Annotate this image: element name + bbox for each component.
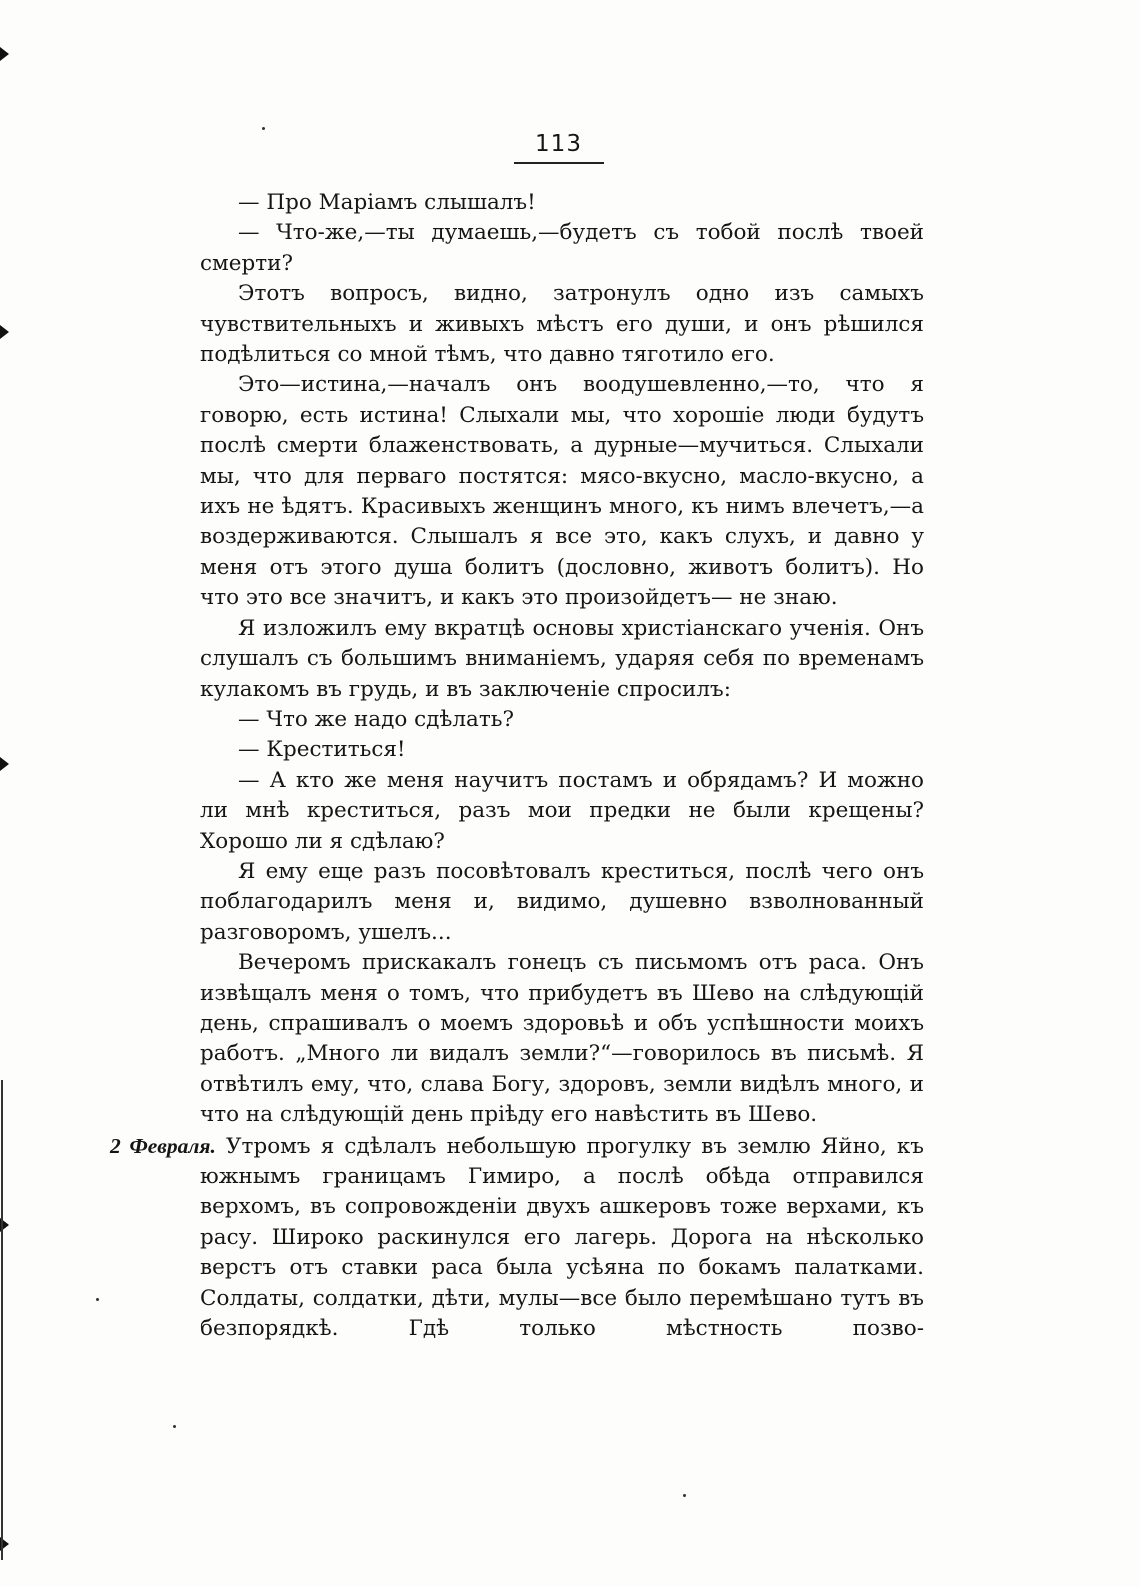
paragraph: Это—истина,—началъ онъ воодушевленно,—то, что я говорю, есть истина! Слыхали мы, что хорошіе люди будутъ послѣ смерти блаженствовать, а дурные—мучиться. Слыхали мы, что для перваго постятся: мясо-вкусно, масло-вкусно, а ихъ не ѣдятъ. Красивыхъ женщинъ много, къ нимъ влечетъ,—а воздерживаются. Слышалъ я все это, какъ слухъ, и давно у меня отъ этого душа болитъ (дословно, животъ болитъ). Но что это все значитъ, и какъ это произойдетъ— не знаю.	[200, 372, 924, 611]
body-text	[110, 188, 924, 1344]
scan-margin-mark	[0, 325, 9, 339]
paragraph: Вечеромъ прискакалъ гонецъ съ письмомъ отъ раса. Онъ извѣщалъ меня о томъ, что прибудетъ въ Шево на слѣдующій день, спрашивалъ о моемъ здоровьѣ и объ успѣшности моихъ работъ. „Много ли видалъ земли?“—говорилось въ письмѣ. Я отвѣтилъ ему, что, слава Богу, здоровъ, земли видѣлъ много, и что на слѣдующій день пріѣду его навѣстить въ Шево.	[200, 950, 924, 1128]
date-label: 2 Февраля.	[110, 1133, 216, 1158]
paragraph: Я изложилъ ему вкратцѣ основы христіанскаго ученія. Онъ слушалъ съ большимъ вниманіемъ, ударяя себя по временамъ кулакомъ въ грудь, и въ заключеніе спросилъ:	[200, 615, 924, 702]
paragraph: Я ему еще разъ посовѣтовалъ креститься, послѣ чего онъ поблагодарилъ меня и, видимо, душевно взволнованный разговоромъ, ушелъ...	[200, 858, 924, 945]
paragraph: Этотъ вопросъ, видно, затронулъ одно изъ самыхъ чувствительныхъ и живыхъ мѣстъ его души, и онъ рѣшился подѣлиться со мной тѣмъ, что давно тяготило его.	[200, 281, 924, 368]
paragraph: — А кто же меня научитъ постамъ и обрядамъ? И можно ли мнѣ креститься, разъ мои предки не были крещены? Хорошо ли я сдѣлаю?	[200, 767, 924, 854]
dated-entry	[110, 1131, 924, 1345]
scan-speck	[96, 1298, 99, 1301]
paragraph: — Что же надо сдѣлать?	[238, 706, 514, 732]
scan-speck	[683, 1494, 686, 1497]
dated-entry-text: Утромъ я сдѣлалъ небольшую прогулку въ землю Яйно, къ южнымъ границамъ Гимиро, а послѣ обѣда отправился верхомъ, въ сопровожденіи двухъ ашкеровъ тоже верхами, къ расу. Широко раскинулся его лагерь. Дорога на нѣсколько верстъ отъ ставки раса была усѣяна по бокамъ палатками. Солдаты, солдатки, дѣти, мулы—все было перемѣшано тутъ въ безпорядкѣ. Гдѣ только мѣстность позво-	[200, 1133, 924, 1342]
page-number-rule	[514, 162, 604, 164]
scan-speck	[262, 127, 265, 130]
scan-margin-mark	[0, 757, 9, 771]
page-number: 113	[535, 131, 582, 157]
paragraph: — Что-же,—ты думаешь,—будетъ съ тобой послѣ твоей смерти?	[200, 220, 924, 276]
scan-edge-line	[1, 1080, 3, 1560]
scan-margin-mark	[0, 47, 9, 61]
scan-speck	[173, 1425, 176, 1428]
paragraph: — Креститься!	[238, 737, 406, 763]
paragraph: — Про Маріамъ слышалъ!	[238, 190, 536, 215]
